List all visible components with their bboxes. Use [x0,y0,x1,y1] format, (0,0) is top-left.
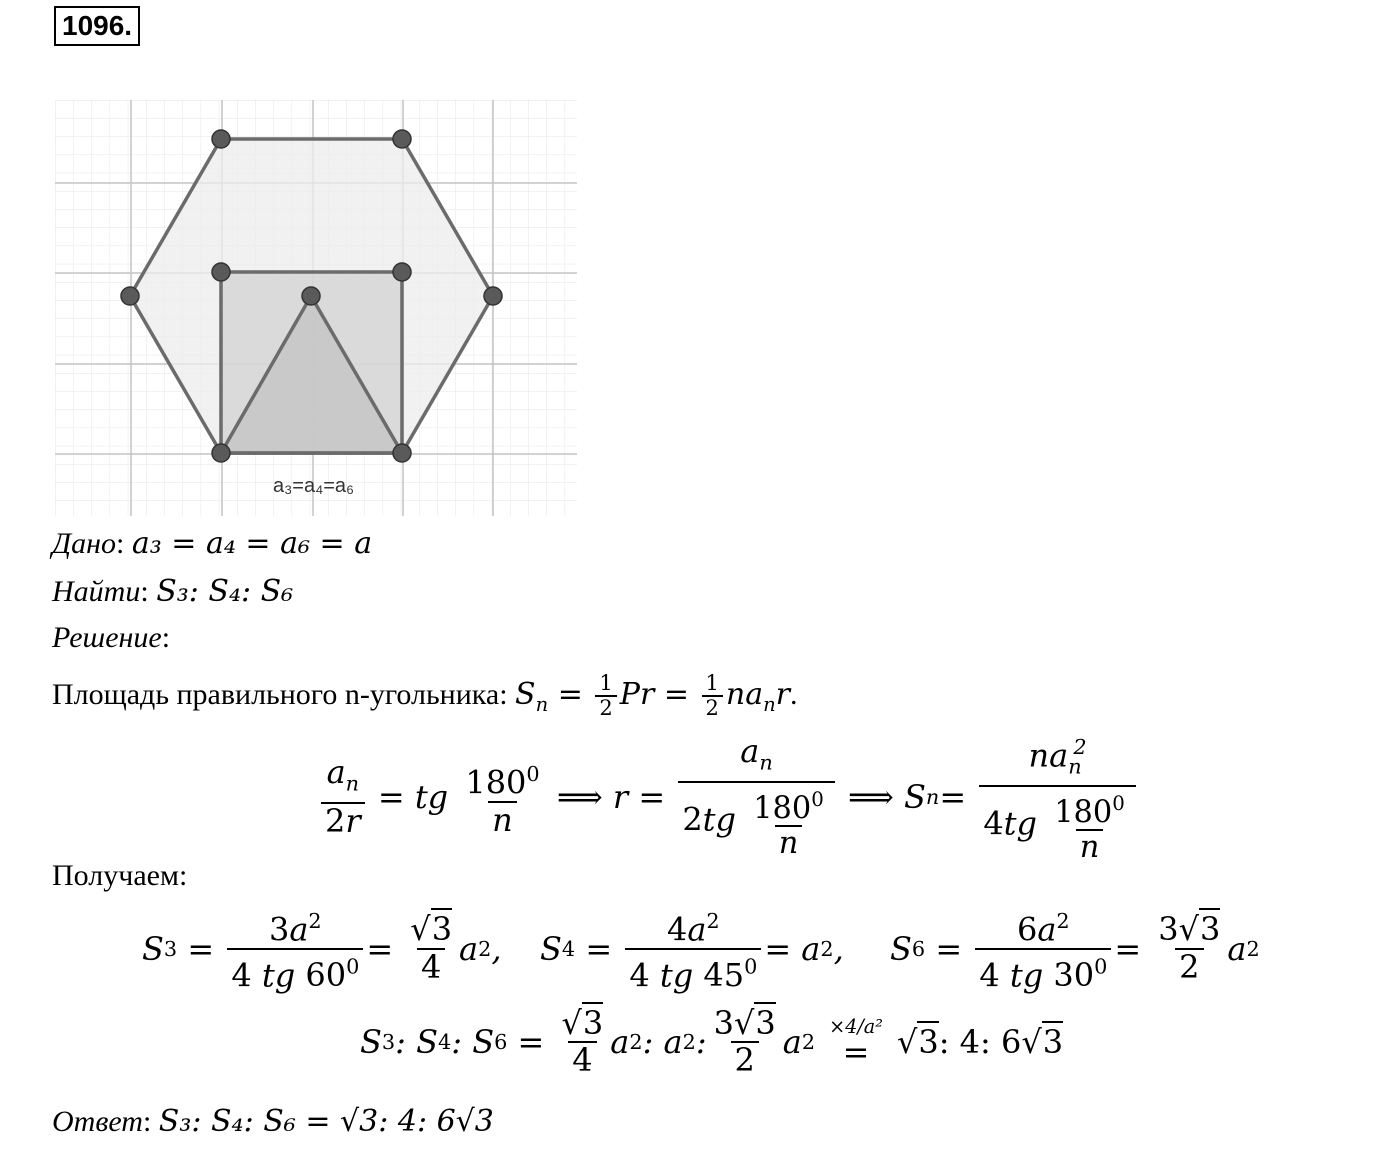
geometry-figure [55,100,577,516]
find-line: Найти: S₃: S₄: S₆ [52,574,294,609]
formula-derivation: $\frac{a_n}{2r}$ = tg $\frac{180^0}{n}$ ⟹ r = $a_n$ 2tg $\frac{180^0}{n}$ ⟹ S n = $na_n^2$ 4tg $\frac{180^0}{n}$ [318,730,1139,865]
solution-line: Решение: [52,621,171,654]
result-s3: S 3 = $\frac{3a^2}{4 tg 60^0}$ = $\frac{√3}{4}$ a 2 , [142,909,502,995]
answer-label: Ответ [52,1105,143,1138]
find-label: Найти [52,575,141,608]
figure-label: a₃=a₄=a₆ [273,475,355,497]
solution-label: Решение [52,621,162,654]
answer-line: Ответ: S₃: S₄: S₆ = √3: 4: 6√3 [52,1104,494,1139]
ratio-multiplier: ×4/a² [829,1014,883,1038]
given-text: a₃ = a₄ = a₆ = a [131,526,373,561]
answer-text: S₃: S₄: S₆ = √3: 4: 6√3 [158,1104,494,1139]
find-text: S₃: S₄: S₆ [156,574,294,609]
area-formula-line: Площадь правильного n-угольника: $S_n$ = $\frac{1}{2}$ Pr = $\frac{1}{2}$ $na_nr$. [52,671,798,721]
given-label: Дано [52,527,116,560]
result-s6: S 6 = $\frac{6a^2}{4 tg 30^0}$ = $\frac{3√3}{2}$ a 2 [890,909,1260,995]
given-line: Дано: a₃ = a₄ = a₆ = a [52,526,373,561]
problem-number: 1096. [54,6,140,46]
result-s4: S 4 = $\frac{4a^2}{4 tg 45^0}$ = a 2 , [540,909,844,995]
ratio-line: S 3 : S 4 : S 6 = $\frac{√3}{4}$ a 2 : a 2 : $\frac{3√3}{2}$ a 2 ×4/a² = √3: 4: 6√3 [360,1004,1064,1080]
obtain-line: Получаем: [52,859,188,892]
area-intro: Площадь правильного n-угольника: [52,678,508,712]
